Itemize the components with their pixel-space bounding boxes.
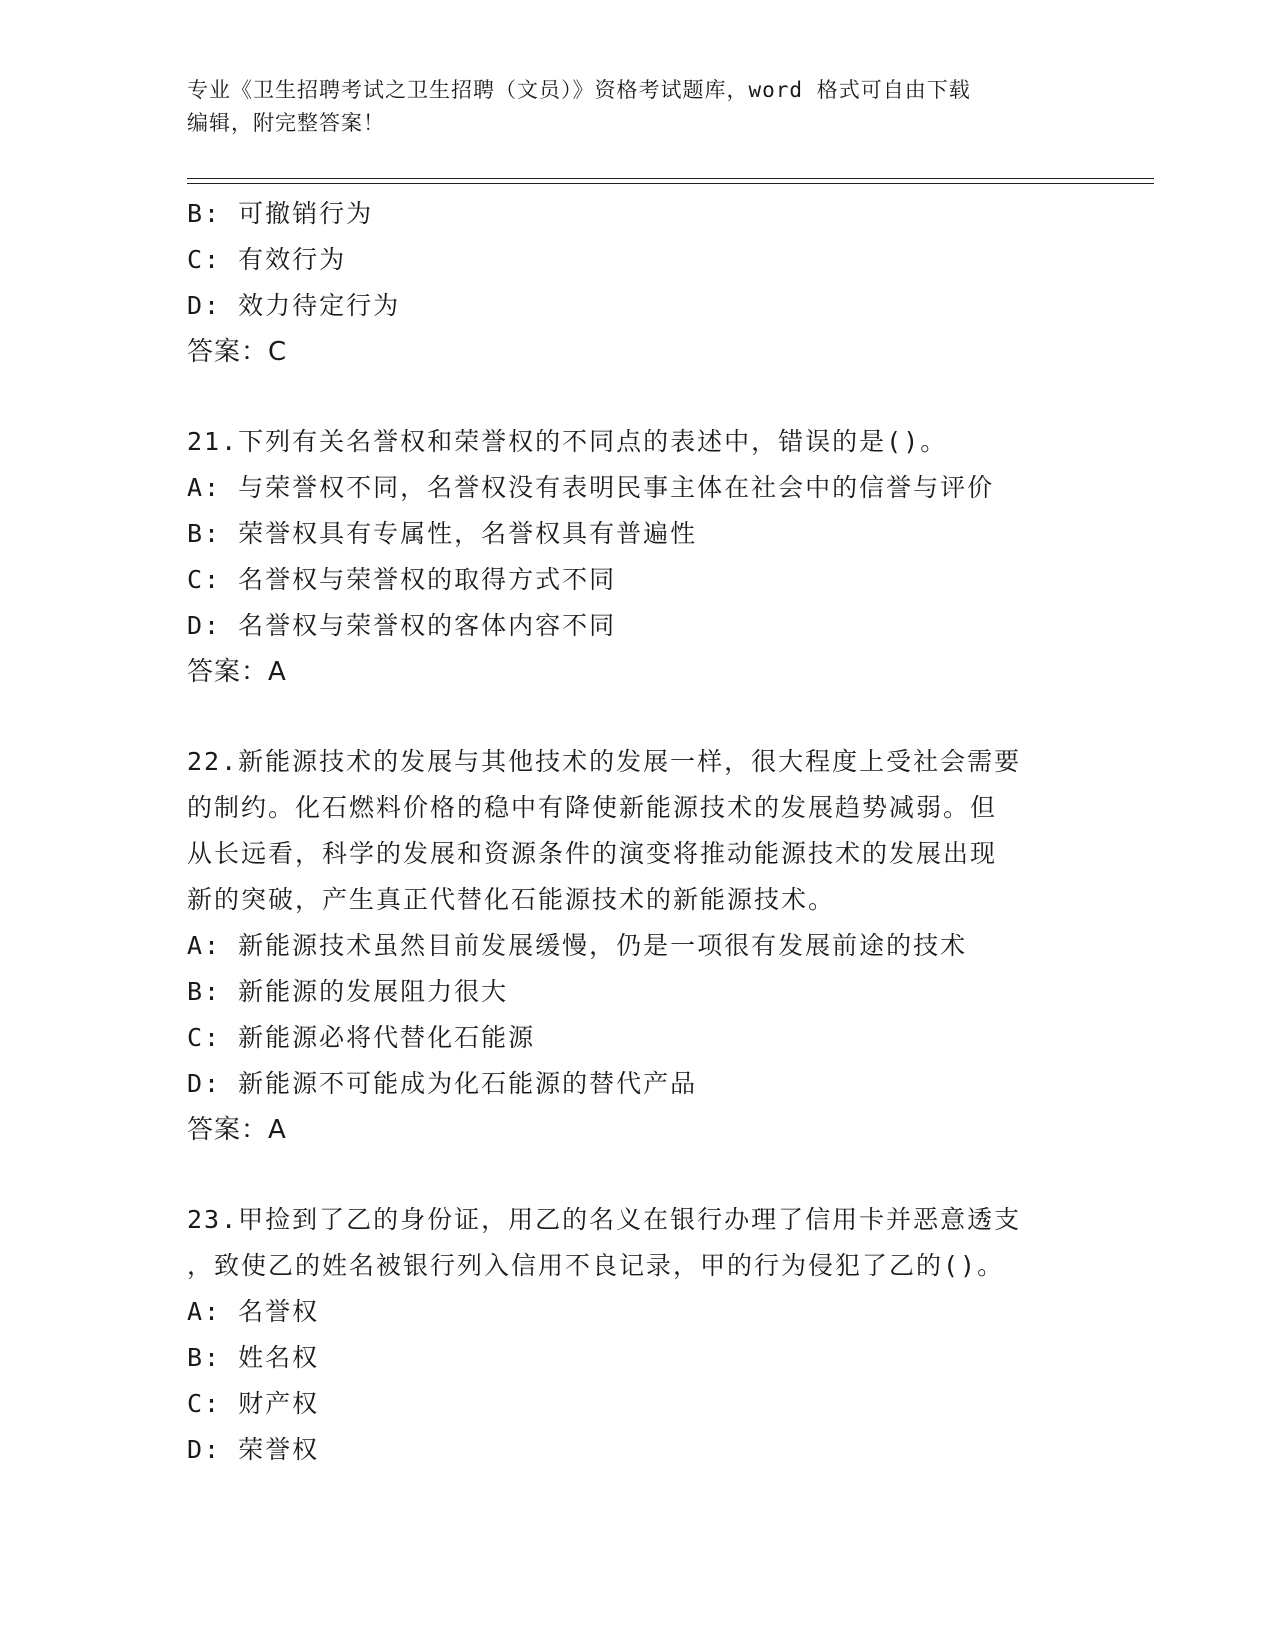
option-d: D: 效力待定行为 <box>187 291 401 320</box>
header-divider-bottom <box>187 183 1154 184</box>
option-a: A: 名誉权 <box>187 1297 320 1326</box>
question-list <box>187 191 1087 1473</box>
option-c: C: 财产权 <box>187 1389 320 1418</box>
option-b: B: 姓名权 <box>187 1343 320 1372</box>
header-line-2: 编辑，附完整答案！ <box>187 111 385 135</box>
option-c: C: 新能源必将代替化石能源 <box>187 1023 536 1052</box>
option-b: B: 新能源的发展阻力很大 <box>187 977 509 1006</box>
spacer <box>187 1153 1087 1197</box>
option-a: A: 新能源技术虽然目前发展缓慢，仍是一项很有发展前途的技术 <box>187 931 968 960</box>
document-header <box>187 74 1087 140</box>
option-b: B: 荣誉权具有专属性，名誉权具有普遍性 <box>187 519 698 548</box>
question-stem: 新的突破，产生真正代替化石能源技术的新能源技术。 <box>187 885 836 914</box>
question-23 <box>187 1197 1087 1473</box>
spacer <box>187 375 1087 419</box>
option-a: A: 与荣誉权不同，名誉权没有表明民事主体在社会中的信誉与评价 <box>187 473 995 502</box>
option-d: D: 名誉权与荣誉权的客体内容不同 <box>187 611 617 640</box>
answer-line: 答案：A <box>187 1115 287 1145</box>
spacer <box>187 695 1087 739</box>
question-stem: 23.甲捡到了乙的身份证，用乙的名义在银行办理了信用卡并恶意透支 <box>187 1205 1022 1234</box>
answer-line: 答案：C <box>187 337 288 367</box>
question-22 <box>187 739 1087 1153</box>
header-divider-top <box>187 178 1154 179</box>
question-stem: 的制约。化石燃料价格的稳中有降使新能源技术的发展趋势减弱。但 <box>187 793 998 822</box>
option-d: D: 新能源不可能成为化石能源的替代产品 <box>187 1069 698 1098</box>
question-stem: 22.新能源技术的发展与其他技术的发展一样，很大程度上受社会需要 <box>187 747 1022 776</box>
question-21 <box>187 419 1087 695</box>
question-stem: ，致使乙的姓名被银行列入信用不良记录，甲的行为侵犯了乙的()。 <box>187 1251 1005 1280</box>
question-stem: 21.下列有关名誉权和荣誉权的不同点的表述中，错误的是()。 <box>187 427 948 456</box>
answer-line: 答案：A <box>187 657 287 687</box>
question-20 <box>187 191 1087 375</box>
header-line-1: 专业《卫生招聘考试之卫生招聘（文员）》资格考试题库，word 格式可自由下载 <box>187 78 971 102</box>
option-b: B: 可撤销行为 <box>187 199 374 228</box>
option-c: C: 有效行为 <box>187 245 347 274</box>
option-c: C: 名誉权与荣誉权的取得方式不同 <box>187 565 617 594</box>
option-d: D: 荣誉权 <box>187 1435 320 1464</box>
question-stem: 从长远看，科学的发展和资源条件的演变将推动能源技术的发展出现 <box>187 839 998 868</box>
